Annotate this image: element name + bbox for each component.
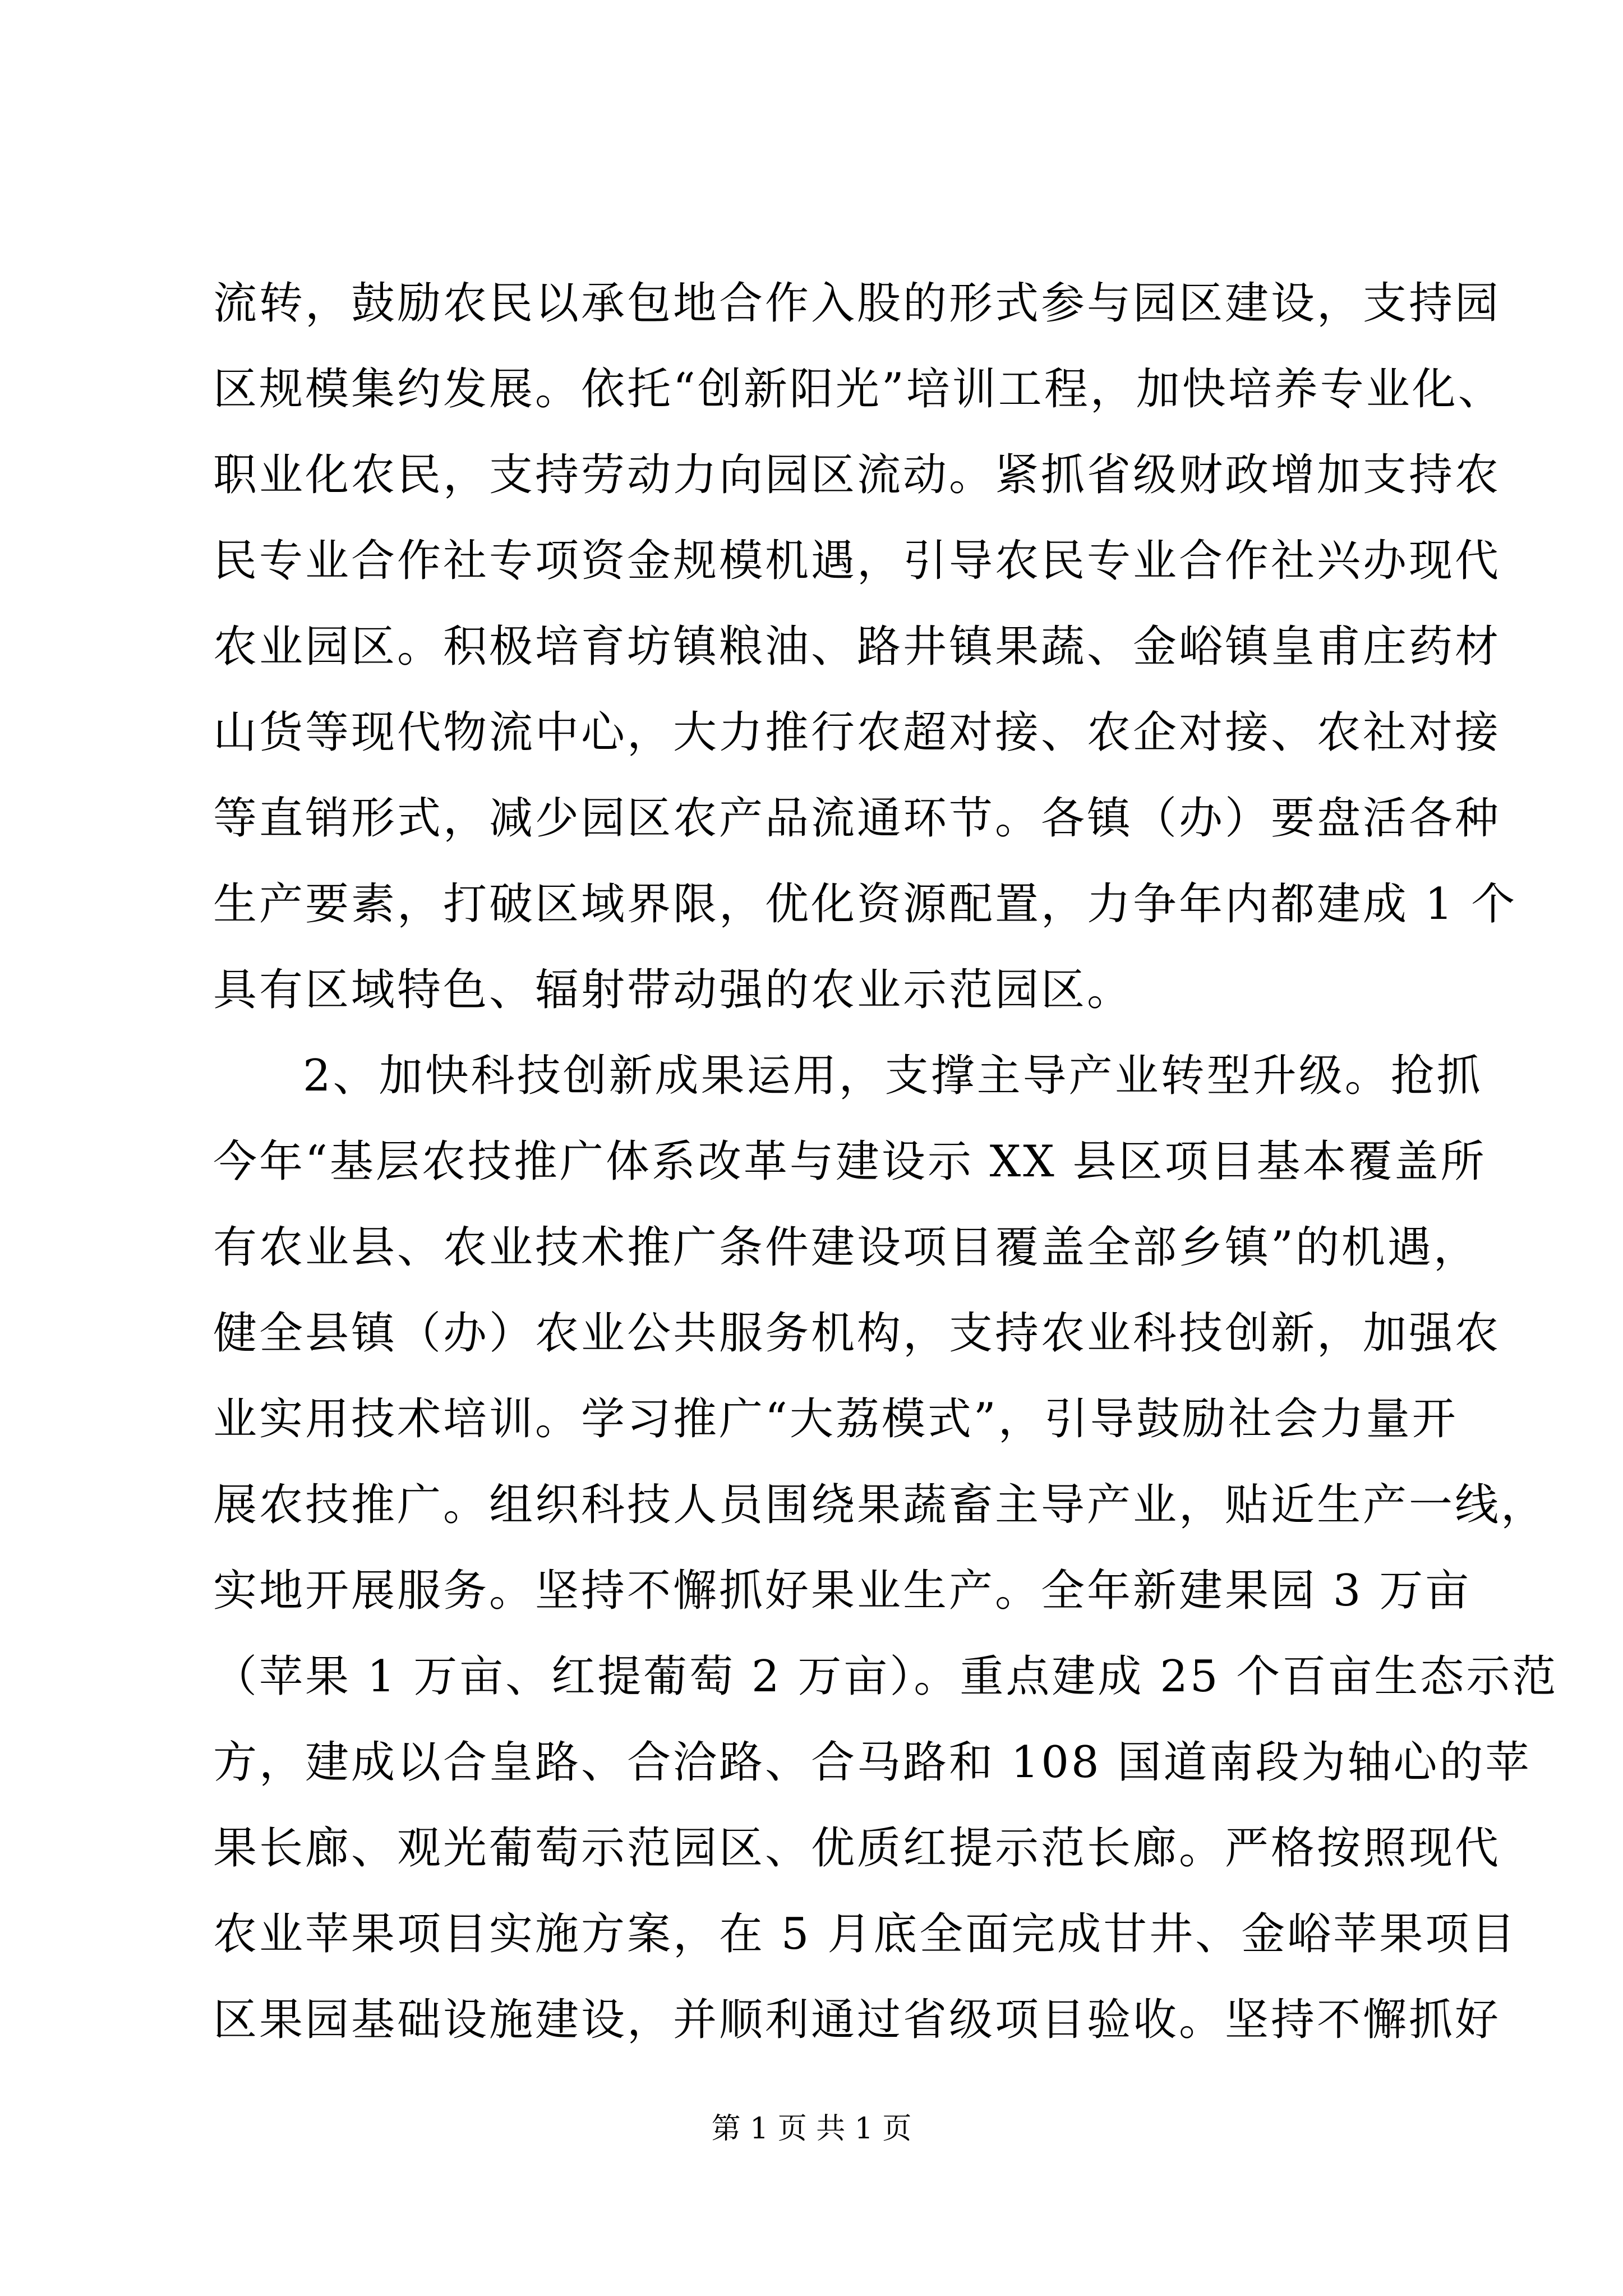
- text-line: 民专业合作社专项资金规模机遇，引导农民专业合作社兴办现代: [213, 536, 1501, 586]
- text-line: 职业化农民，支持劳动力向园区流动。紧抓省级财政增加支持农: [213, 450, 1501, 500]
- text-line: 展农技推广。组织科技人员围绕果蔬畜主导产业，贴近生产一线，: [213, 1480, 1547, 1530]
- text-line: 实地开展服务。坚持不懈抓好果业生产。全年新建果园 3 万亩: [213, 1566, 1472, 1616]
- body-text: [213, 261, 1559, 2063]
- text-line: 2、加快科技创新成果运用，支撑主导产业转型升级。抢抓: [303, 1051, 1483, 1101]
- text-line: 区果园基础设施建设，并顺利通过省级项目验收。坚持不懈抓好: [213, 1995, 1501, 2045]
- text-line: （苹果 1 万亩、红提葡萄 2 万亩）。重点建成 25 个百亩生态示范: [213, 1651, 1559, 1702]
- text-line: 果长廊、观光葡萄示范园区、优质红提示范长廊。严格按照现代: [213, 1823, 1501, 1874]
- text-line: 山货等现代物流中心，大力推行农超对接、农企对接、农社对接: [213, 707, 1501, 758]
- text-line: 业实用技术培训。学习推广“大荔模式”，引导鼓励社会力量开: [213, 1394, 1458, 1444]
- text-line: 生产要素，打破区域界限，优化资源配置，力争年内都建成 1 个: [213, 879, 1518, 930]
- text-line: 等直销形式，减少园区农产品流通环节。各镇（办）要盘活各种: [213, 793, 1501, 844]
- text-line: 方，建成以合皇路、合洽路、合马路和 108 国道南段为轴心的苹: [213, 1737, 1532, 1788]
- text-line: 有农业县、农业技术推广条件建设项目覆盖全部乡镇”的机遇，: [213, 1222, 1479, 1273]
- text-line: 农业苹果项目实施方案，在 5 月底全面完成甘井、金峪苹果项目: [213, 1909, 1518, 1959]
- page-footer: 第 1 页 共 1 页: [711, 2112, 912, 2146]
- text-line: 健全县镇（办）农业公共服务机构，支持农业科技创新，加强农: [213, 1308, 1501, 1359]
- text-line: 今年“基层农技推广体系改革与建设示 XX 县区项目基本覆盖所: [213, 1137, 1487, 1187]
- text-line: 流转，鼓励农民以承包地合作入股的形式参与园区建设，支持园: [213, 278, 1501, 329]
- text-line: 具有区域特色、辐射带动强的农业示范园区。: [213, 965, 1133, 1015]
- text-line: 农业园区。积极培育坊镇粮油、路井镇果蔬、金峪镇皇甫庄药材: [213, 622, 1501, 672]
- text-line: 区规模集约发展。依托“创新阳光”培训工程，加快培养专业化、: [213, 364, 1504, 415]
